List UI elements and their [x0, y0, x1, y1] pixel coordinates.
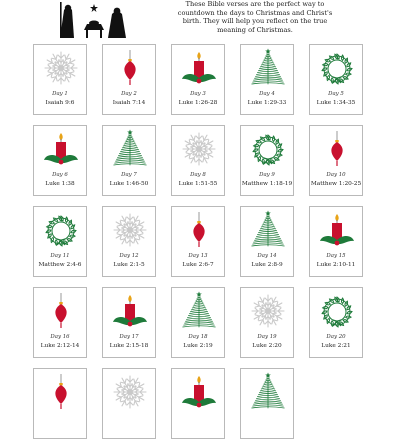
verse-reference: Luke 1:26-28 [178, 100, 218, 106]
advent-card [102, 368, 156, 439]
day-label: Day 17 [119, 334, 139, 340]
verse-reference: Luke 1:51-55 [178, 181, 218, 187]
verse-reference: Luke 1:34-35 [316, 100, 356, 106]
verse-reference: Matthew 2:4-6 [38, 262, 82, 268]
ornament-icon [317, 129, 357, 169]
advent-card [240, 44, 294, 115]
ornament-icon [41, 291, 81, 331]
day-label: Day 7 [121, 172, 137, 178]
advent-card [33, 125, 87, 196]
day-label: Day 19 [257, 334, 277, 340]
advent-card [33, 206, 87, 277]
advent-card [33, 368, 87, 439]
verse-reference: Isaiah 7:14 [112, 100, 146, 106]
advent-card [102, 287, 156, 358]
day-label: Day 2 [121, 91, 137, 97]
ornament-icon [179, 210, 219, 250]
verse-reference: Luke 1:46-50 [109, 181, 149, 187]
advent-card [33, 44, 87, 115]
verse-reference: Luke 2:19 [183, 343, 213, 349]
candle-icon [179, 48, 219, 88]
day-label: Day 14 [257, 253, 277, 259]
snowflake-icon [41, 48, 81, 88]
advent-card [33, 287, 87, 358]
day-label: Day 6 [52, 172, 68, 178]
day-label: Day 9 [259, 172, 275, 178]
day-label: Day 3 [190, 91, 206, 97]
day-label: Day 10 [326, 172, 346, 178]
wreath-icon [317, 291, 357, 331]
verse-reference: Luke 1:38 [45, 181, 75, 187]
candle-icon [317, 210, 357, 250]
advent-card [240, 125, 294, 196]
candle-icon [41, 129, 81, 169]
advent-card [171, 287, 225, 358]
verse-reference: Luke 2:20 [252, 343, 282, 349]
header [0, 0, 400, 38]
ornament-icon [41, 372, 81, 412]
day-label: Day 1 [52, 91, 68, 97]
advent-card [102, 206, 156, 277]
verse-reference: Luke 1:29-33 [247, 100, 287, 106]
advent-card [171, 44, 225, 115]
wreath-icon [248, 129, 288, 169]
wreath-icon [41, 210, 81, 250]
advent-card [240, 287, 294, 358]
verse-reference: Luke 2:15-18 [109, 343, 149, 349]
advent-card [102, 44, 156, 115]
advent-card [102, 125, 156, 196]
tree-icon [248, 372, 288, 412]
nativity-silhouette-icon [40, 0, 150, 38]
ornament-icon [110, 48, 150, 88]
intro-text: These Bible verses are the perfect way to countdown the days to Christmas and Christ's birth. They will help you reflect on the true meaning of Christmas. [177, 0, 333, 34]
snowflake-icon [179, 129, 219, 169]
verse-reference: Matthew 1:18-19 [241, 181, 293, 187]
verse-reference: Matthew 1:20-25 [310, 181, 362, 187]
candle-icon [179, 372, 219, 412]
tree-icon [248, 48, 288, 88]
day-label: Day 18 [188, 334, 208, 340]
verse-reference: Luke 2:10-11 [316, 262, 356, 268]
advent-card [171, 125, 225, 196]
day-label: Day 8 [190, 172, 206, 178]
verse-reference: Luke 2:6-7 [182, 262, 214, 268]
snowflake-icon [248, 291, 288, 331]
verse-reference: Luke 2:12-14 [40, 343, 80, 349]
snowflake-icon [110, 372, 150, 412]
candle-icon [110, 291, 150, 331]
advent-card [240, 368, 294, 439]
verse-reference: Luke 2:8-9 [251, 262, 283, 268]
advent-card [309, 287, 363, 358]
day-label: Day 5 [328, 91, 344, 97]
verse-reference: Luke 2:1-5 [113, 262, 145, 268]
day-label: Day 16 [50, 334, 70, 340]
day-label: Day 15 [326, 253, 346, 259]
snowflake-icon [110, 210, 150, 250]
verse-reference: Luke 2:21 [321, 343, 351, 349]
advent-card [309, 44, 363, 115]
day-label: Day 4 [259, 91, 275, 97]
advent-card [240, 206, 294, 277]
advent-card [171, 206, 225, 277]
tree-icon [110, 129, 150, 169]
day-label: Day 11 [50, 253, 70, 259]
day-label: Day 12 [119, 253, 139, 259]
day-label: Day 13 [188, 253, 208, 259]
verse-reference: Isaiah 9:6 [45, 100, 75, 106]
day-label: Day 20 [326, 334, 346, 340]
tree-icon [248, 210, 288, 250]
advent-card [309, 125, 363, 196]
advent-card [309, 206, 363, 277]
wreath-icon [317, 48, 357, 88]
tree-icon [179, 291, 219, 331]
advent-card [171, 368, 225, 439]
